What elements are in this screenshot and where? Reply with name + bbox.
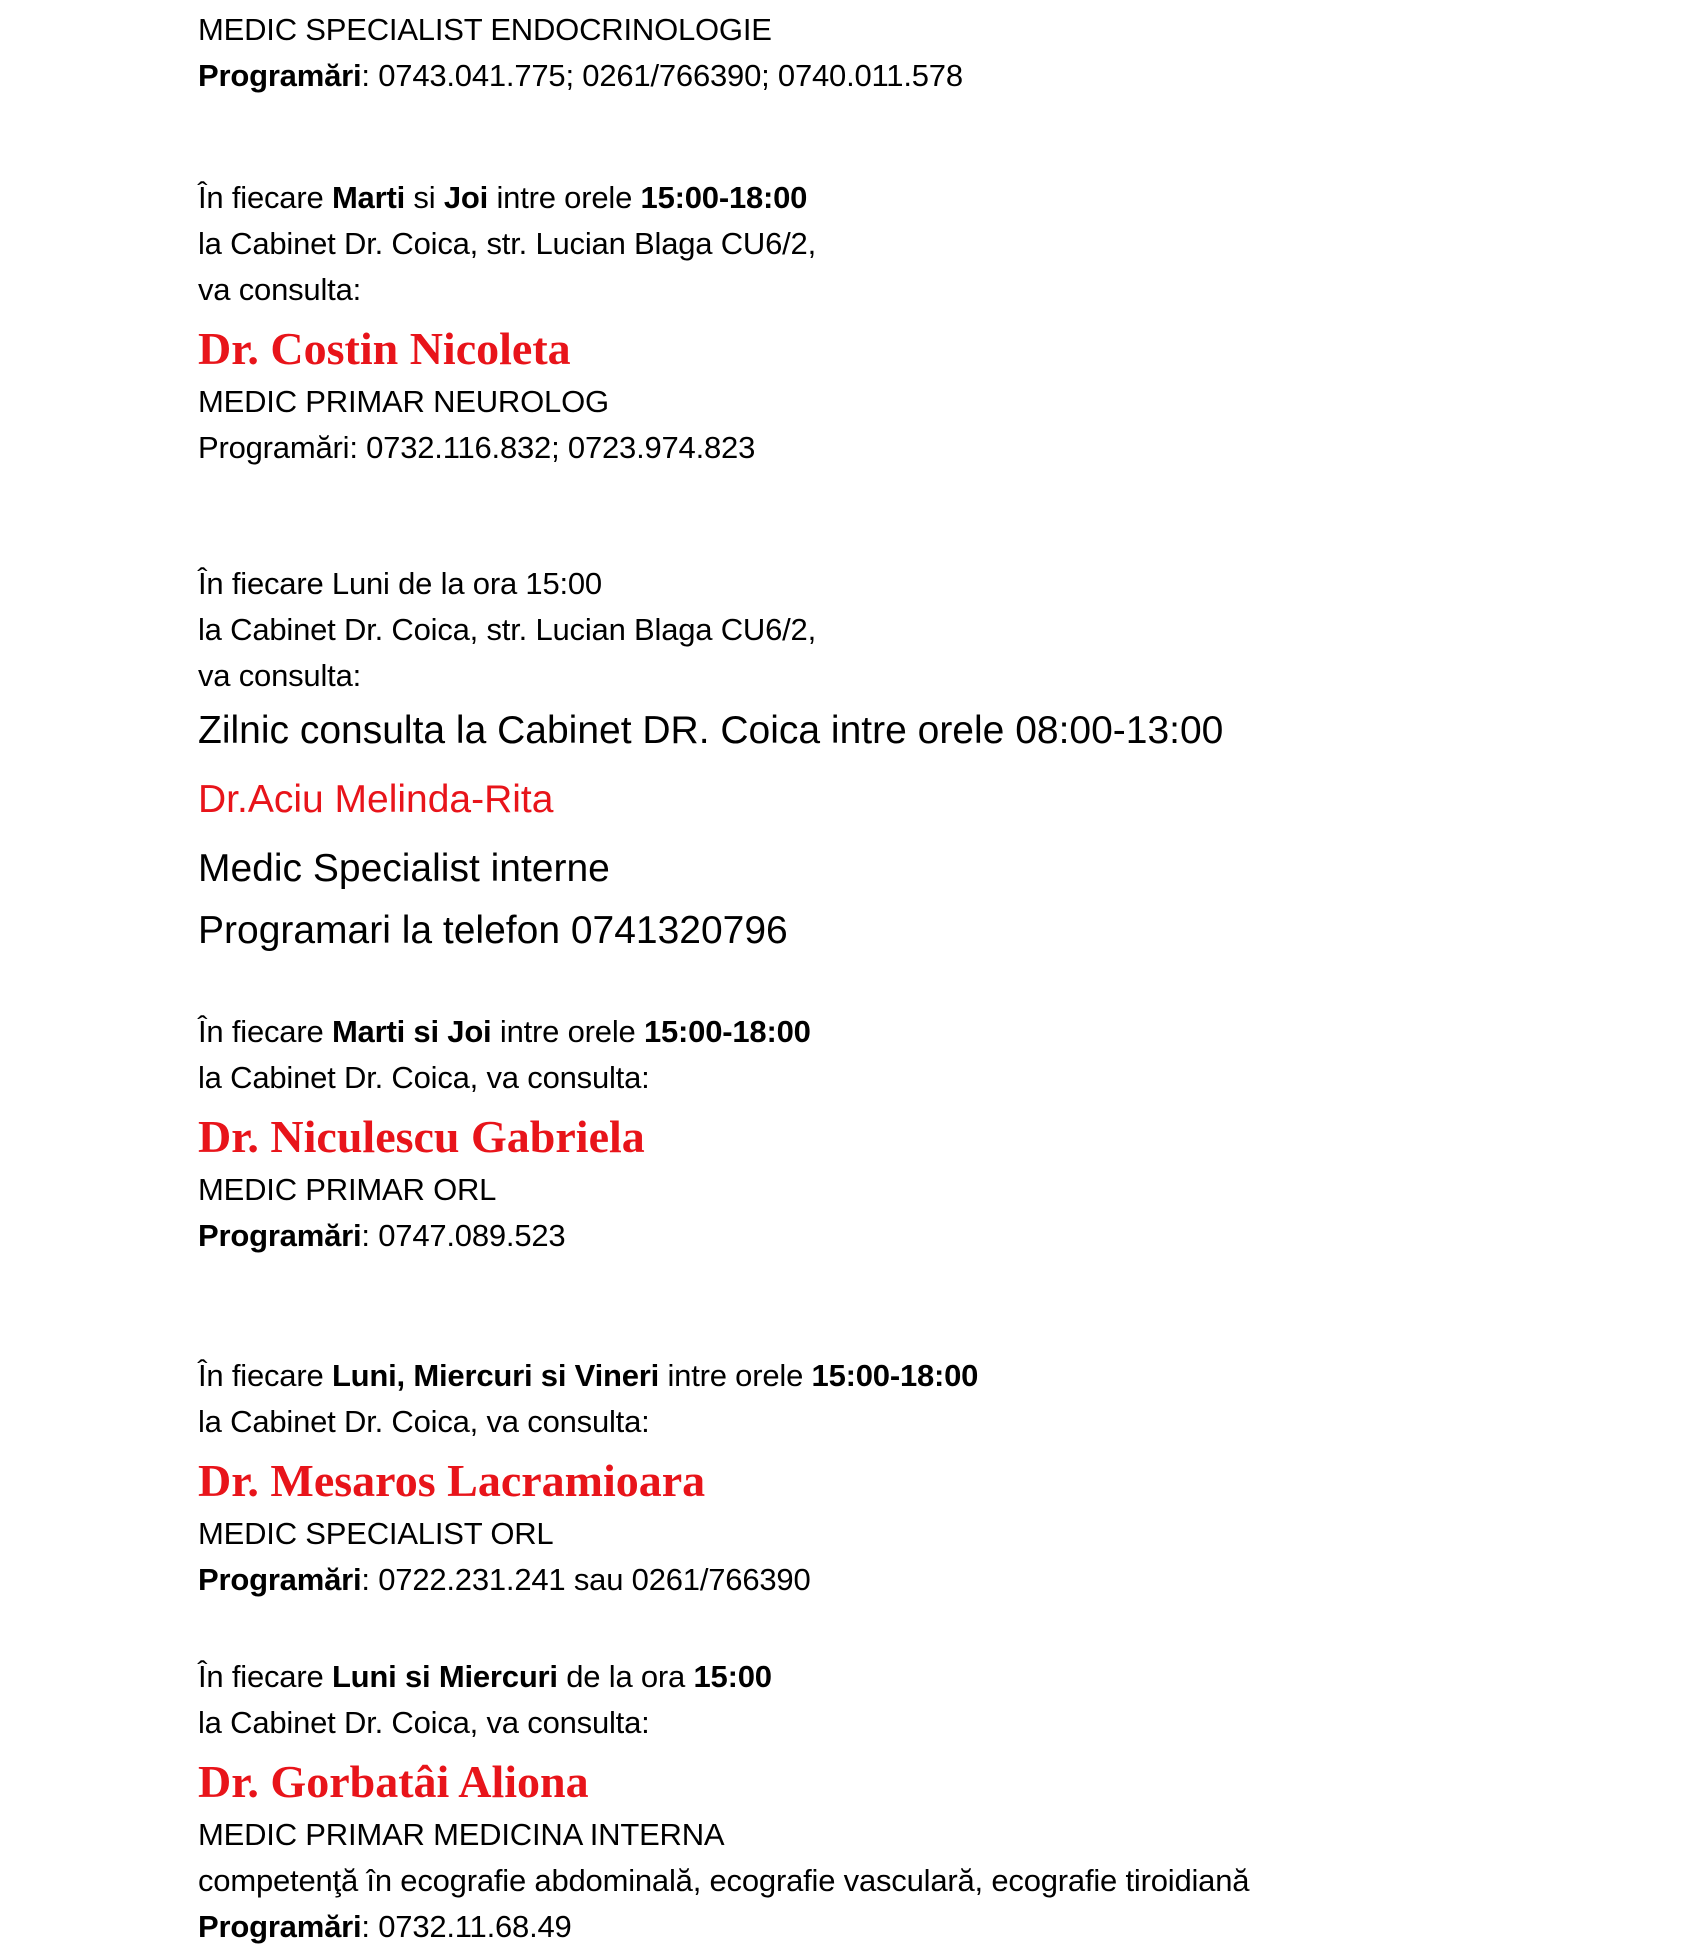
schedule-conj: si: [405, 180, 444, 215]
schedule-mid: de la ora: [557, 1659, 694, 1694]
schedule-days: Joi: [443, 180, 489, 215]
doctor-name-aciu: Dr.Aciu Melinda-Rita: [198, 778, 554, 821]
costin-location: la Cabinet Dr. Coica, str. Lucian Blaga CU6/2,: [198, 226, 817, 261]
gorbatai-specialty: MEDIC PRIMAR MEDICINA INTERNA: [198, 1817, 725, 1852]
schedule-hours: 15:00-18:00: [643, 1014, 811, 1049]
aciu-schedule: În fiecare Luni de la ora 15:00: [198, 566, 602, 601]
costin-specialty: MEDIC PRIMAR NEUROLOG: [198, 384, 609, 419]
endocrinology-specialty: MEDIC SPECIALIST ENDOCRINOLOGIE: [198, 12, 772, 47]
schedule-days: Marti: [331, 180, 406, 215]
appointments-phones: : 0743.041.775; 0261/766390; 0740.011.578: [361, 58, 963, 93]
appointments-label: Programări: [198, 1562, 362, 1597]
appointments-phones: : 0722.231.241 sau 0261/766390: [361, 1562, 811, 1597]
gorbatai-location: la Cabinet Dr. Coica, va consulta:: [198, 1705, 650, 1740]
schedule-hours: 15:00: [693, 1659, 772, 1694]
schedule-mid: intre orele: [488, 180, 641, 215]
costin-consult: va consulta:: [198, 272, 362, 307]
appointments-label: Programări: [198, 1909, 362, 1944]
aciu-daily-schedule: Zilnic consulta la Cabinet DR. Coica intre orele 08:00-13:00: [198, 709, 1224, 752]
doctor-name-costin: Dr. Costin Nicoleta: [198, 323, 571, 374]
aciu-specialty: Medic Specialist interne: [198, 847, 610, 890]
gorbatai-schedule: [198, 1657, 772, 1697]
schedule-days: Luni si Miercuri: [331, 1659, 558, 1694]
costin-schedule: [198, 178, 807, 218]
doctor-name-niculescu: Dr. Niculescu Gabriela: [198, 1111, 645, 1162]
appointments-phones: : 0747.089.523: [361, 1218, 566, 1253]
schedule-hours: 15:00-18:00: [811, 1358, 979, 1393]
appointments-phones: : 0732.11.68.49: [361, 1909, 572, 1944]
aciu-appointments: Programari la telefon 0741320796: [198, 909, 788, 952]
appointments-label: Programări: [198, 58, 362, 93]
mesaros-appointments: [198, 1560, 811, 1600]
schedule-mid: intre orele: [659, 1358, 812, 1393]
schedule-prefix: În fiecare: [198, 1014, 332, 1049]
mesaros-location: la Cabinet Dr. Coica, va consulta:: [198, 1404, 650, 1439]
gorbatai-appointments: [198, 1907, 572, 1947]
aciu-location: la Cabinet Dr. Coica, str. Lucian Blaga CU6/2,: [198, 612, 817, 647]
niculescu-appointments: [198, 1216, 565, 1256]
schedule-prefix: În fiecare: [198, 180, 332, 215]
costin-appointments: Programări: 0732.116.832; 0723.974.823: [198, 430, 756, 465]
schedule-days: Luni, Miercuri si Vineri: [331, 1358, 660, 1393]
endocrinology-appointments: [198, 56, 963, 96]
aciu-consult: va consulta:: [198, 658, 362, 693]
mesaros-schedule: [198, 1356, 978, 1396]
gorbatai-competence: competenţă în ecografie abdominală, ecografie vasculară, ecografie tiroidiană: [198, 1863, 1250, 1898]
schedule-days: Marti si Joi: [331, 1014, 492, 1049]
appointments-label: Programări: [198, 1218, 362, 1253]
schedule-hours: 15:00-18:00: [640, 180, 808, 215]
schedule-prefix: În fiecare: [198, 1358, 332, 1393]
schedule-mid: intre orele: [491, 1014, 644, 1049]
niculescu-specialty: MEDIC PRIMAR ORL: [198, 1172, 497, 1207]
doctor-name-mesaros: Dr. Mesaros Lacramioara: [198, 1455, 706, 1506]
schedule-prefix: În fiecare: [198, 1659, 332, 1694]
mesaros-specialty: MEDIC SPECIALIST ORL: [198, 1516, 554, 1551]
niculescu-schedule: [198, 1012, 811, 1052]
niculescu-location: la Cabinet Dr. Coica, va consulta:: [198, 1060, 650, 1095]
doctor-name-gorbatai: Dr. Gorbatâi Aliona: [198, 1756, 589, 1807]
